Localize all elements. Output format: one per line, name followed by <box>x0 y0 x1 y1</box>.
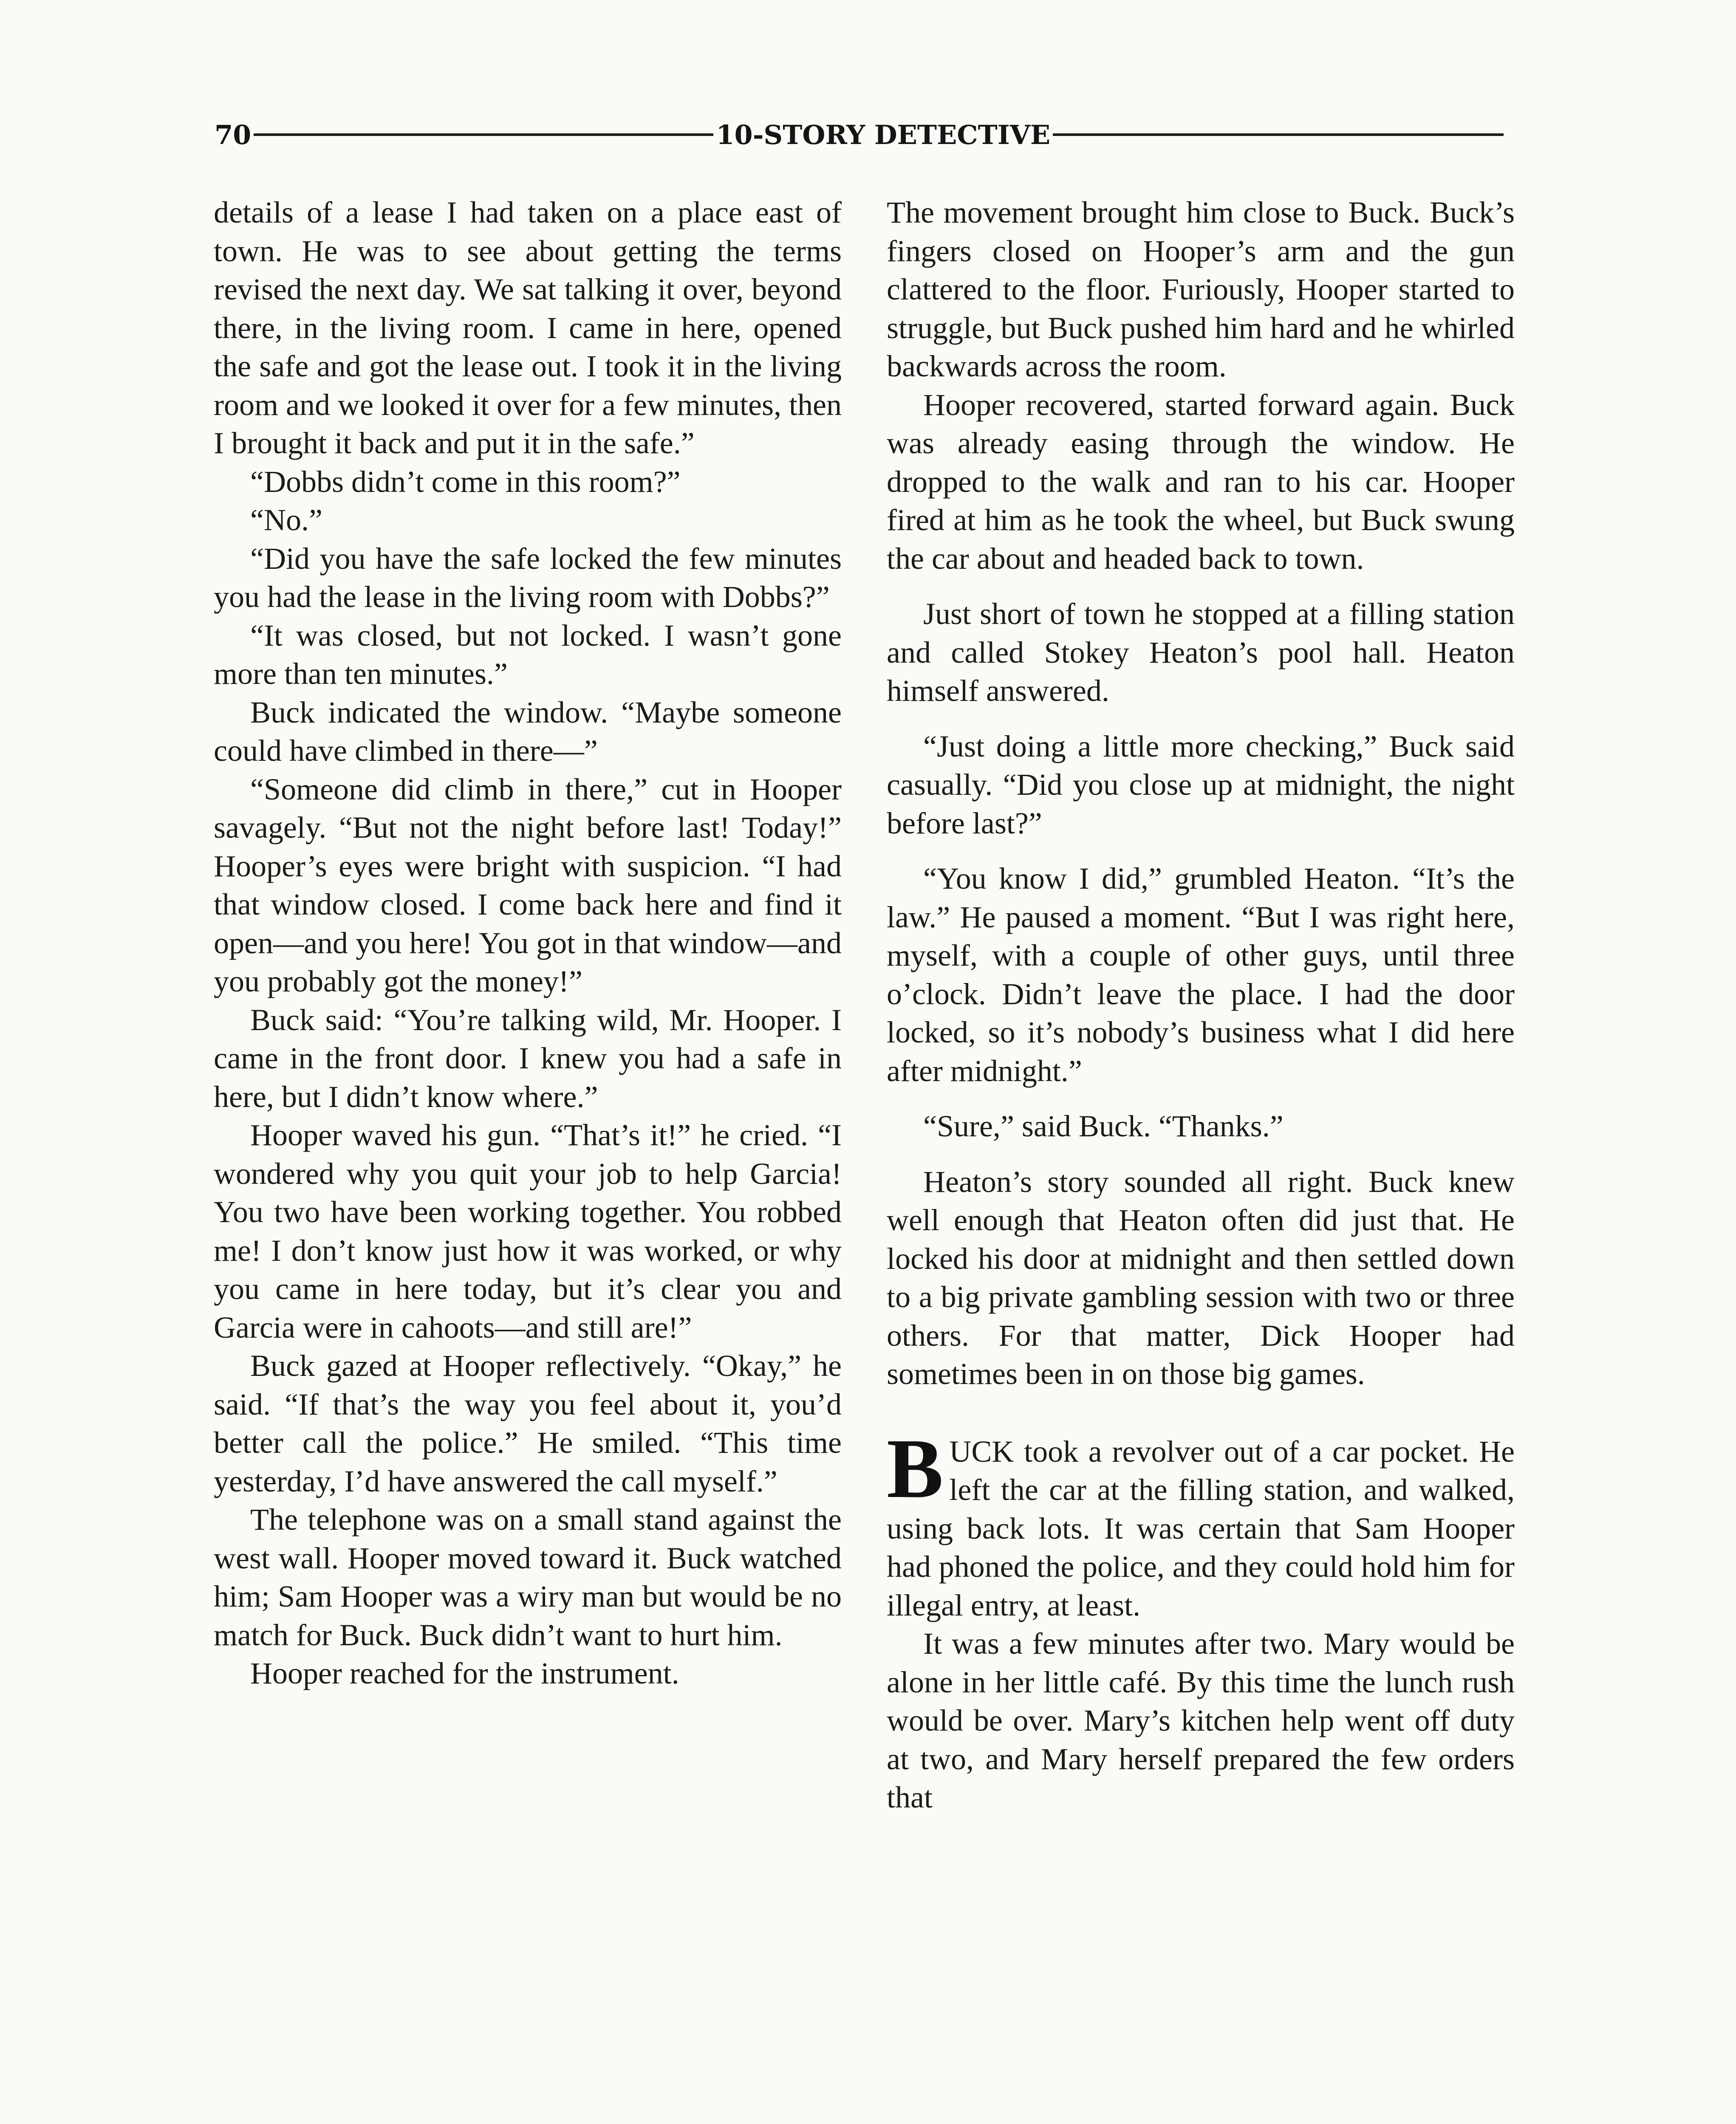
paragraph: Heaton’s story sounded all right. Buck knew well enough that Heaton often did just that. He locked his door at midnight and then settled down to a big private gambling session with two or three others. For that matter, Dick Hooper had sometimes been in on those big games. <box>887 1164 1515 1391</box>
paragraph: details of a lease I had taken on a place east of town. He was to see about getting the terms revised the next day. We sat talking it over, beyond there, in the living room. I came in here, opened the safe and got the lease out. I took it in the living room and we looked it over for a few minutes, then I brought it back and put it in the safe.” <box>214 195 842 460</box>
paragraph: “Dobbs didn’t come in this room?” <box>250 464 681 499</box>
paragraph: Buck gazed at Hooper reflectively. “Okay,” he said. “If that’s the way you feel about it, you’d better call the police.” He smiled. “This time yesterday, I’d have answered the call myself.” <box>214 1349 842 1498</box>
header-rule-right <box>1053 133 1504 136</box>
paragraph: The telephone was on a small stand against the west wall. Hooper moved toward it. Buck watched him; Sam Hooper was a wiry man but would be no match for Buck. Buck didn’t want to hurt him. <box>214 1503 842 1652</box>
paragraph: Hooper reached for the instrument. <box>250 1656 679 1690</box>
magazine-title: 10-STORY DETECTIVE <box>716 119 1051 150</box>
paragraph: “Someone did climb in there,” cut in Hooper savagely. “But not the night before last! Today!” Hooper’s eyes were bright with suspicion. “I had that window closed. I come back here and find it open—and you here! You got in that window—and you probably got the money!” <box>214 772 842 998</box>
paragraph: “Sure,” said Buck. “Thanks.” <box>923 1109 1284 1143</box>
paragraph: Just short of town he stopped at a filling station and called Stokey Heaton’s pool hall. Heaton himself answered. <box>887 597 1515 708</box>
running-header <box>215 116 1506 154</box>
paragraph: Hooper waved his gun. “That’s it!” he cried. “I wondered why you quit your job to help Garcia! You two have been working together. You robbed me! I don’t know just how it was worked, or why you came in here today, but it’s clear you and Garcia were in cahoots—and still are!” <box>214 1118 842 1344</box>
paragraph: Hooper recovered, started forward again. Buck was already easing through the window. He dropped to the walk and ran to his car. Hooper fired at him as he took the wheel, but Buck swung the car about and headed back to town. <box>887 387 1515 576</box>
paragraph: Buck said: “You’re talking wild, Mr. Hooper. I came in the front door. I knew you had a safe in here, but I didn’t know where.” <box>214 1003 842 1114</box>
paragraph: “No.” <box>250 503 322 537</box>
paragraph: “You know I did,” grumbled Heaton. “It’s the law.” He paused a moment. “But I was right here, myself, with a couple of other guys, until three o’clock. Didn’t leave the place. I had the door locked, so it’s nobody’s business what I did here after midnight.” <box>887 861 1515 1088</box>
paragraph: Buck indicated the window. “Maybe someone could have climbed in there—” <box>214 695 842 768</box>
paragraph: It was a few minutes after two. Mary would be alone in her little café. By this time the lunch rush would be over. Mary’s kitchen help went off duty at two, and Mary herself prepared the few orders that <box>887 1627 1515 1814</box>
section-opening-text: UCK took a revolver out of a car pocket. He left the car at the filling station, and walked, using back lots. It was certain that Sam Hooper had phoned the police, and they could hold him for illegal entry, at least. <box>887 1434 1515 1622</box>
header-rule-left <box>254 133 713 136</box>
paragraph: “Just doing a little more checking,” Buck said casually. “Did you close up at midnight, the night before last?” <box>887 729 1515 840</box>
drop-cap: B <box>887 1421 944 1516</box>
section-opening-paragraph <box>887 1421 1515 1625</box>
paragraph: The movement brought him close to Buck. Buck’s fingers closed on Hooper’s arm and the gun clattered to the floor. Furiously, Hooper started to struggle, but Buck pushed him hard and he whirled backwards across the room. <box>887 195 1515 383</box>
paragraph: “Did you have the safe locked the few minutes you had the lease in the living room with Dobbs?” <box>214 541 842 614</box>
left-column <box>214 193 842 1693</box>
paragraph: “It was closed, but not locked. I wasn’t gone more than ten minutes.” <box>214 618 842 691</box>
right-column <box>887 193 1515 1817</box>
page-number: 70 <box>215 119 252 150</box>
